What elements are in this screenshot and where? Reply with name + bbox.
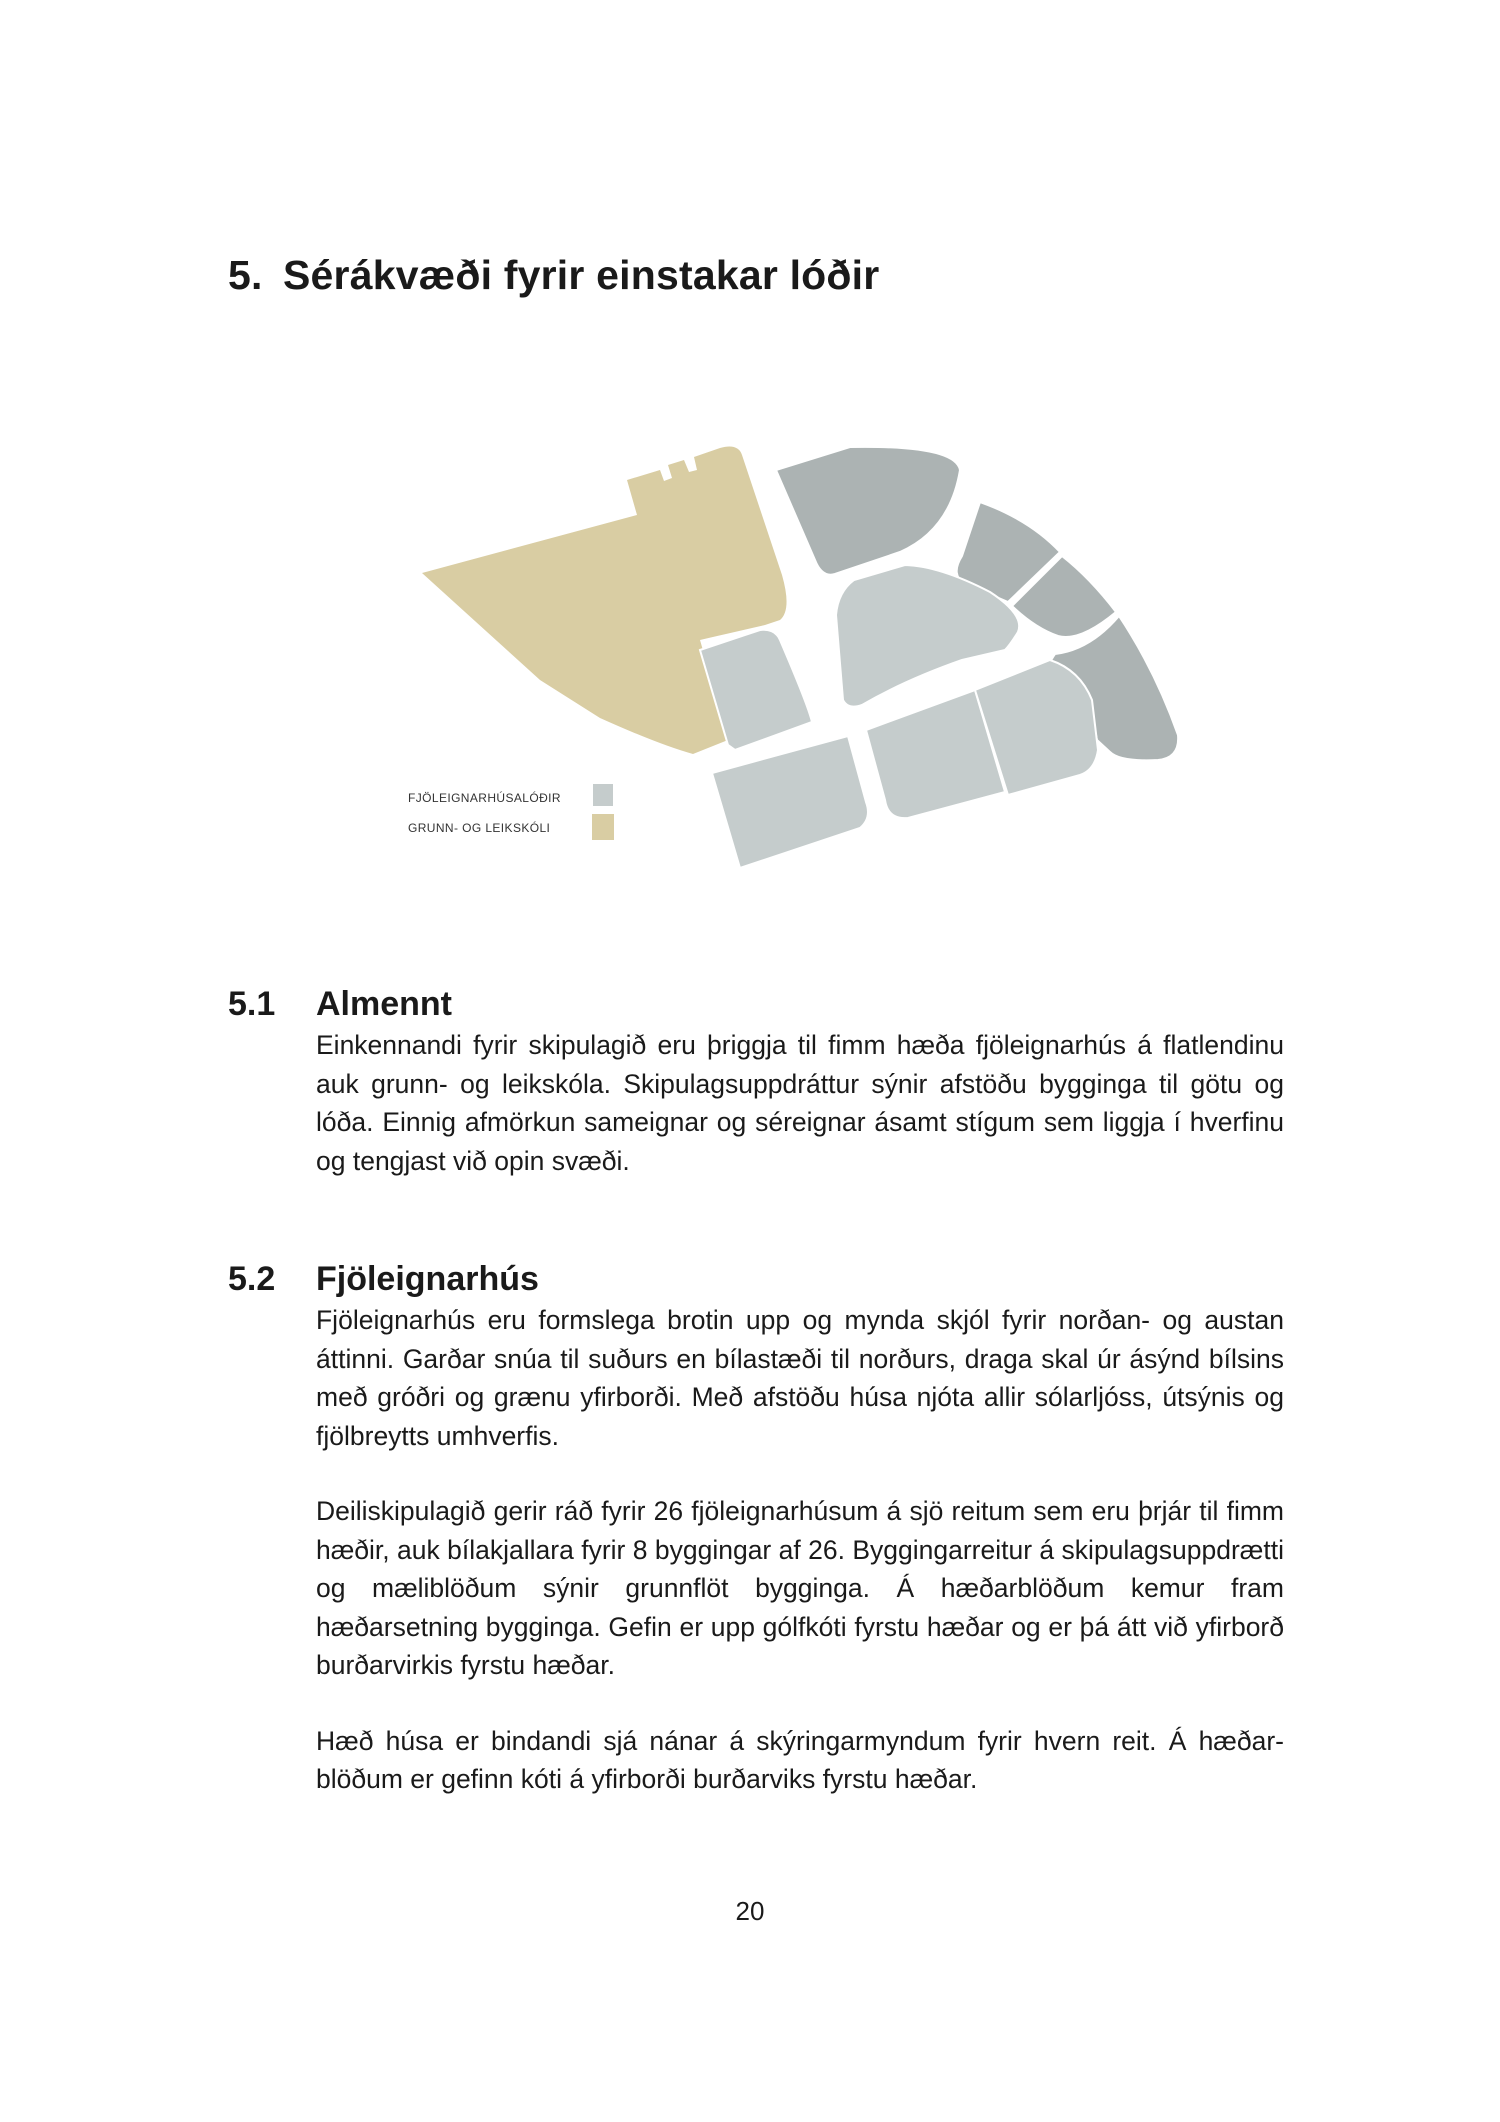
dark-plot-north [776, 447, 960, 575]
section-5-1-body [316, 1026, 1284, 1180]
section-5-2-paragraph-2: Deiliskipulagið gerir ráð fyrir 26 fjöleignarhúsum á sjö reitum sem eru þrjár til fimm hæðir, auk bílakjallara fyrir 8 byggingar af 26. Byggingarreitur á skipulagsuppdrætti og mæliblöðum sýnir grunnflöt bygginga. Á hæðarblöðum kemur fram hæðarsetning bygginga. Gefin er upp gólfkóti fyrstu hæðar og er þá átt við yfirborð burðarvirkis fyrstu hæðar. [316, 1496, 1284, 1680]
section-5-2-number: 5.2 [228, 1260, 276, 1298]
section-5-1-paragraph: Einkennandi fyrir skipulagið eru þriggja til fimm hæða fjöleignarhús á flatlendinu auk grunn- og leikskóla. Skipulagsuppdráttur sýnir afstöðu bygginga til götu og lóða. Einnig afmörkun sameignar og séreignar ásamt stígum sem liggja í hverfinu og tengjast við opin svæði. [316, 1030, 1284, 1176]
section-5-1 [228, 982, 1284, 1217]
apartment-plot-south-west [712, 736, 868, 868]
section-5-1-number: 5.1 [228, 985, 276, 1023]
section-5-2 [228, 1257, 1284, 1836]
legend-swatch-apartments [592, 783, 614, 807]
section-5-2-title: Fjöleignarhús [316, 1260, 539, 1298]
heading-number: 5. [228, 252, 263, 298]
legend-label-apartments: FJÖLEIGNARHÚSALÓÐIR [408, 791, 561, 805]
section-5-1-heading [228, 982, 1284, 1026]
section-5-2-body [316, 1301, 1284, 1799]
section-5-2-paragraph-1: Fjöleignarhús eru formslega brotin upp og mynda skjól fyrir norðan- og austan áttinni. Garðar snúa til suðurs en bílastæði til norðurs, draga skal úr ásýnd bílsins með gróðri og grænu yfirborði. Með afstöðu húsa njóta allir sólarljóss, útsýnis og fjölbreytts umhverfis. [316, 1305, 1284, 1451]
legend-swatch-school [592, 814, 614, 840]
legend-label-school: GRUNN- OG LEIKSKÓLI [408, 821, 551, 835]
section-5-1-title: Almennt [316, 985, 452, 1023]
section-5-2-heading [228, 1257, 1284, 1301]
section-5-2-paragraph-3: Hæð húsa er bindandi sjá nánar á skýringarmyndum fyrir hvern reit. Á hæðar-blöðum er gefinn kóti á yfirborði burðarviks fyrstu hæðar. [316, 1725, 1284, 1794]
page-number: 20 [735, 1896, 765, 1926]
heading-title: Sérákvæði fyrir einstakar lóðir [283, 252, 880, 298]
